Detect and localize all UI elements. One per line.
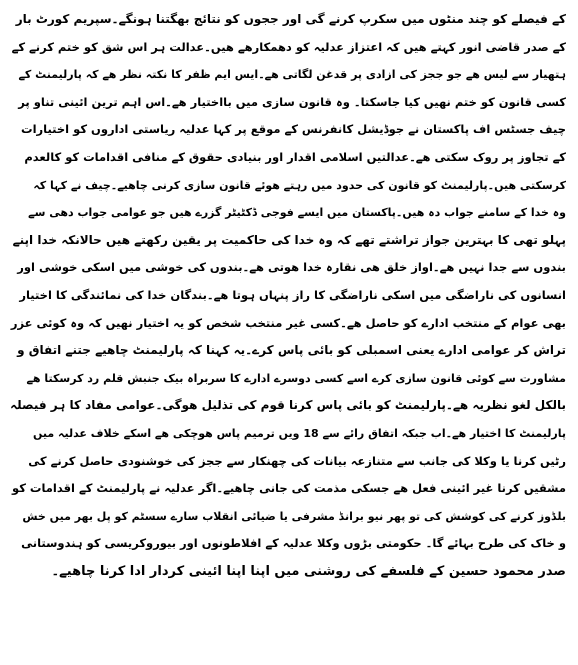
text-line: بندوں سے جدا نہیں ھے۔اواز خلق ھی نقارہ خدا ھوتی ھے۔بندوں کی خوشی میں اسکی خوشی اور [17,260,566,275]
text-line: ہتھیار سے لیس ھے جو ججز کی ازادی پر قدغن لگاتی ھے۔ایس ایم ظفر کا نکتہ نظر ھے کہ پارلیمنٹ کے [18,68,566,82]
text-line: پارلیمنٹ کا اختیار ھے۔اب جبکہ اتفاق رائے سے 18 ویں ترمیم پاس ھوچکی ھے اسکے خلاف عدلیہ میں [32,426,566,440]
text-line: و خاک کی طرح بہائے گا۔ حکومتی بڑوں وکلا عدلیہ کے افلاطونوں اور بیوروکریسی کو ہندوستانی [21,536,566,551]
text-line: مشاورت سے کوئی قانون سازی کرے اسے کسی دوسرے ادارے کا سربراہ بیک جنبش قلم رد کرسکتا ھے [26,371,566,385]
text-line: کے صدر قاضی انور کہتے ھیں کہ اعتزاز عدلیہ کو دھمکارھے ھیں۔عدالت ہر اس شق کو ختم کرنے کے [11,39,566,54]
text-line: بلڈوز کرنے کی کوشش کی تو پھر نیو برانڈ مشرفی یا ضیائی انقلاب سارے سسٹم کو پل بھر میں خش [22,509,566,523]
text-line: تراش کر عوامی ادارے یعنی اسمبلی کو بائی پاس کرے۔یہ کہنا کہ پارلیمنٹ چاھیے جتنے اتفاق و [17,343,566,358]
text-line: کے فیصلے کو چند منٹوں میں سکرپ کرنے گی اور ججوں کو نتائج بھگتنا ہونگے۔سپریم کورٹ بار [15,12,566,26]
text-line: انسانوں کی ناراضگی میں اسکی ناراضگی کا راز پنہاں ہوتا ھے۔بندگان خدا کی نمائندگی کا اختیار [19,287,566,302]
text-line: کے تجاوز پر روک سکتی ھے۔عدالتیں اسلامی اقدار اور بنیادی حقوق کے منافی اقدامات کو کالعدم [24,149,566,164]
text-line: کرسکتی ھیں۔پارلیمنٹ کو قانون کی حدود میں رہتے ھوئے قانون سازی کرنی چاھیے۔چیف نے کہا کہ [33,178,566,192]
text-line: وہ خدا کے سامنے جواب دہ ھیں۔پاکستان میں ایسے فوجی ڈکٹیٹر گزرے ھیں جو عوامی جواب دھی سے [28,206,566,220]
urdu-article-text [10,6,566,585]
text-line: چیف جسٹس اف پاکستان نے جوڈیشل کانفرنس کے موقع پر کہا عدلیہ ریاستی اداروں کو اختیارات [21,122,566,137]
text-line: صدر محمود حسین کے فلسفے کی روشنی میں اپنا اپنا ائینی کردار ادا کرنا چاھیے۔ [51,563,566,579]
text-line: کسی قانون کو ختم نھیں کیا جاسکتا۔ وہ قانون سازی میں بااختیار ھے۔اس اہم ترین ائینی تناو پر [18,94,566,109]
text-line: مشقیں کرنا غیر ائینی فعل ھے جسکی مذمت کی جانی چاھیے۔اگر عدلیہ نے پارلیمنٹ کے اقدامات کو [12,481,566,496]
text-line: رٹیں کرنا یا وکلا کی جانب سے متنازعہ بیانات کی چھنکار سے ججز کی خوشنودی حاصل کرنے کی [28,453,566,468]
text-line: بھی عوام کے منتخب ادارے کو حاصل ھے۔کسی غیر منتخب شخص کو یہ اختیار نھیں کہ وہ کوئی عزر [10,315,566,330]
text-line: بالکل لغو نظریہ ھے۔پارلیمنٹ کو بائی پاس کرنا قوم کی تذلیل ھوگی۔عوامی مفاد کا ہر فیصلہ [10,398,566,413]
text-line: پہلو تھی کا بہترین جواز تراشتے تھے کہ وہ خدا کی حاکمیت پر یقین رکھتے ھیں حالانکہ خدا اپنے [12,232,566,247]
